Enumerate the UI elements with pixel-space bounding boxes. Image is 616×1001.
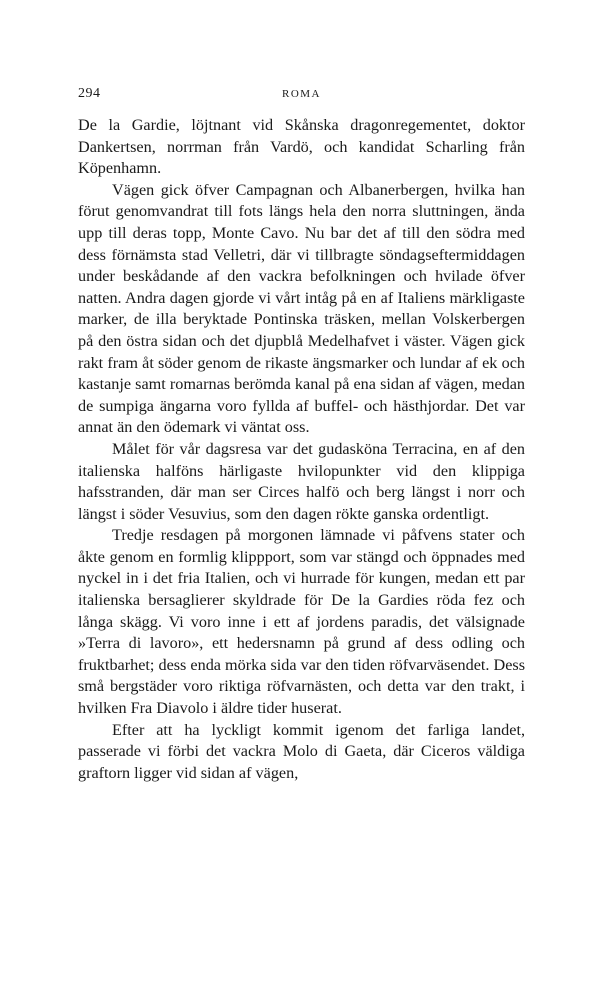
running-head: ROMA — [281, 88, 321, 100]
page-header — [78, 86, 525, 106]
paragraph-1: De la Gardie, löjtnant vid Skånska dragonregementet, doktor Dankertsen, norrman från Vardö, och kandidat Scharling från Köpenhamn. — [78, 116, 525, 178]
body-text — [78, 115, 525, 784]
paragraph-3: Målet för vår dagsresa var det gudasköna Terracina, en af den italienska halföns härligaste hvilopunkter vid den klippiga hafsstranden, där man ser Circes halfö och berg längst i norr och längst i söder Vesuvius, som den dagen rökte ganska ordentligt. — [78, 439, 525, 523]
paragraph-2: Vägen gick öfver Campagnan och Albanerbergen, hvilka han förut genomvandrat till fots längs hela den norra sluttningen, ända upp till deras topp, Monte Cavo. Nu bar det af till den södra med dess förnämsta stad Velletri, där vi tillbragte söndagseftermiddagen under beskådande af den vackra befolkningen och hvilade öfver natten. Andra dagen gjorde vi vårt intåg på en af Italiens märkligaste marker, de illa beryktade Pontinska träsken, mellan Volskerbergen på den östra sidan och det djupblå Medelhafvet i väster. Vägen gick rakt fram åt söder genom de rikaste ängsmarker och lundar af ek och kastanje samt romarnas berömda kanal på ena sidan af vägen, medan de sumpiga ängarna voro fyllda af buffel- och hästhjordar. Det var annat än den ödemark vi väntat oss. — [78, 180, 525, 437]
paragraph-5: Efter att ha lyckligt kommit igenom det farliga landet, passerade vi förbi det vackra Molo di Gaeta, där Ciceros väldiga graftorn ligger vid sidan af vägen, — [78, 720, 525, 782]
page-number: 294 — [78, 86, 101, 101]
paragraph-4: Tredje resdagen på morgonen lämnade vi påfvens stater och åkte genom en formlig klippport, som var stängd och öppnades med nyckel in i det fria Italien, och vi hurrade för kungen, medan ett par italienska bersaglierer skyldrade för De la Gardies röda fez och långa skägg. Vi voro inne i ett af jordens paradis, det välsignade »Terra di lavoro», ett hedersnamn på grund af dess odling och fruktbarhet; dess enda mörka sida var den tiden röfvarväsendet. Dess små bergstäder voro riktiga röfvarnästen, och detta var den trakt, i hvilken Fra Diavolo i äldre tider huserat. — [78, 526, 525, 718]
